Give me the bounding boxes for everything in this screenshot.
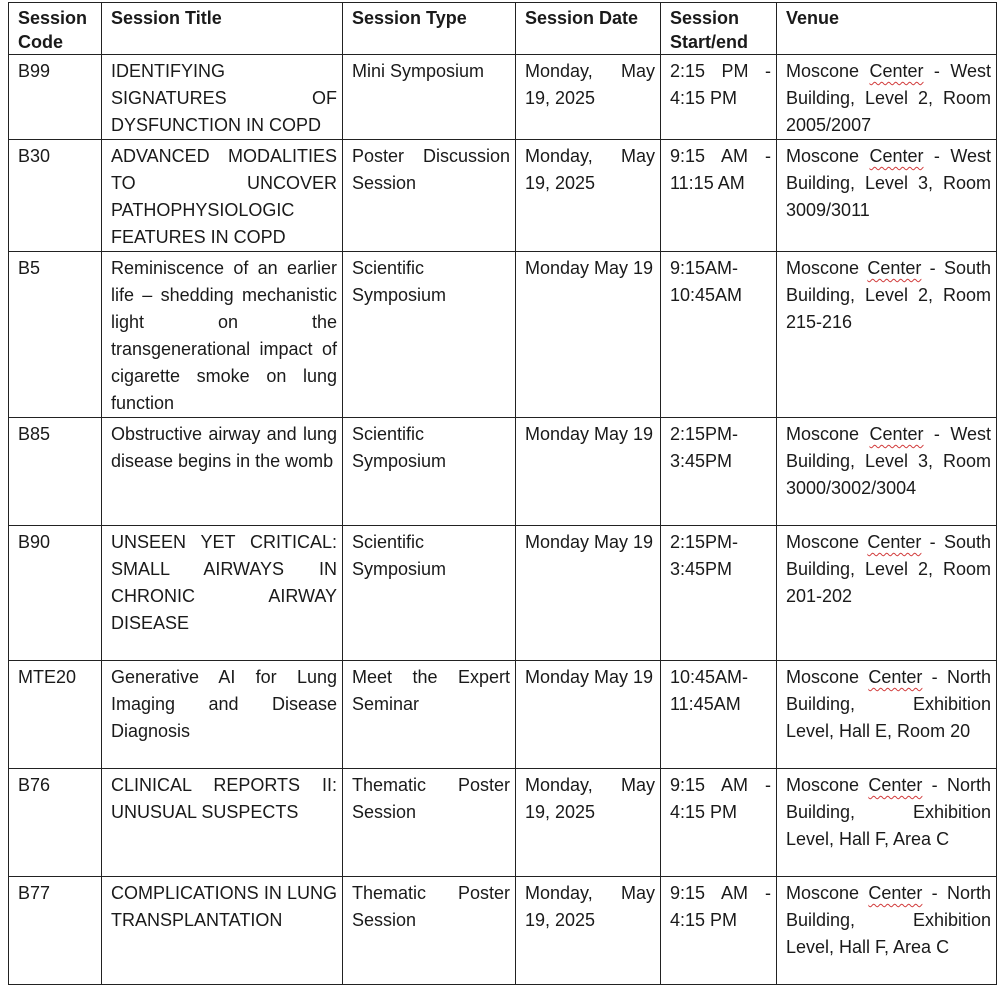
header-session-date: Session Date	[516, 3, 661, 55]
spellcheck-underline: Center	[869, 146, 924, 166]
session-title: UNSEEN YET CRITICAL: SMALL AIRWAYS IN CHRONIC AIRWAY DISEASE	[102, 526, 343, 661]
session-time: 9:15AM-10:45AM	[661, 252, 777, 418]
session-time: 2:15PM-3:45PM	[661, 418, 777, 526]
table-row	[9, 526, 997, 661]
session-date: Monday May 19	[516, 526, 661, 661]
session-venue: Moscone Center - South Building, Level 2, Room 201-202	[777, 526, 997, 661]
session-venue: Moscone Center - North Building, Exhibition Level, Hall F, Area C	[777, 769, 997, 877]
session-type: Mini Symposium	[343, 55, 516, 140]
session-code: B99	[9, 55, 102, 140]
session-code: B90	[9, 526, 102, 661]
table-row	[9, 661, 997, 769]
session-type: Meet the Expert Seminar	[343, 661, 516, 769]
session-type: Scientific Symposium	[343, 526, 516, 661]
session-date: Monday, May 19, 2025	[516, 140, 661, 252]
session-time: 9:15 AM - 11:15 AM	[661, 140, 777, 252]
table-header-row	[9, 3, 997, 55]
session-date: Monday, May 19, 2025	[516, 769, 661, 877]
session-code: B85	[9, 418, 102, 526]
spellcheck-underline: Center	[868, 667, 923, 687]
spellcheck-underline: Center	[869, 424, 924, 444]
table-row	[9, 877, 997, 985]
session-time: 10:45AM-11:45AM	[661, 661, 777, 769]
session-date: Monday, May 19, 2025	[516, 877, 661, 985]
session-type: Thematic Poster Session	[343, 877, 516, 985]
table-row	[9, 55, 997, 140]
header-venue: Venue	[777, 3, 997, 55]
session-time: 9:15 AM - 4:15 PM	[661, 769, 777, 877]
table-row	[9, 252, 997, 418]
session-title: Generative AI for Lung Imaging and Disease Diagnosis	[102, 661, 343, 769]
session-title: Obstructive airway and lung disease begins in the womb	[102, 418, 343, 526]
header-session-code: Session Code	[9, 3, 102, 55]
session-title: CLINICAL REPORTS II: UNUSUAL SUSPECTS	[102, 769, 343, 877]
session-venue: Moscone Center - South Building, Level 2, Room 215-216	[777, 252, 997, 418]
session-date: Monday, May 19, 2025	[516, 55, 661, 140]
table-row	[9, 769, 997, 877]
session-title: COMPLICATIONS IN LUNG TRANSPLANTATION	[102, 877, 343, 985]
session-time: 2:15 PM - 4:15 PM	[661, 55, 777, 140]
session-date: Monday May 19	[516, 661, 661, 769]
spellcheck-underline: Center	[867, 258, 922, 278]
session-venue: Moscone Center - West Building, Level 3, Room 3009/3011	[777, 140, 997, 252]
table-row	[9, 418, 997, 526]
header-session-title: Session Title	[102, 3, 343, 55]
session-date: Monday May 19	[516, 252, 661, 418]
session-title: Reminiscence of an earlier life – shedding mechanistic light on the transgenerational impact of cigarette smoke on lung function	[102, 252, 343, 418]
session-venue: Moscone Center - West Building, Level 3, Room 3000/3002/3004	[777, 418, 997, 526]
session-time: 9:15 AM - 4:15 PM	[661, 877, 777, 985]
table-row	[9, 140, 997, 252]
session-venue: Moscone Center - North Building, Exhibition Level, Hall E, Room 20	[777, 661, 997, 769]
session-type: Poster Discussion Session	[343, 140, 516, 252]
header-session-time: Session Start/end	[661, 3, 777, 55]
session-code: B5	[9, 252, 102, 418]
session-venue: Moscone Center - West Building, Level 2, Room 2005/2007	[777, 55, 997, 140]
session-title: ADVANCED MODALITIES TO UNCOVER PATHOPHYSIOLOGIC FEATURES IN COPD	[102, 140, 343, 252]
spellcheck-underline: Center	[868, 775, 923, 795]
sessions-table	[8, 2, 997, 985]
table-body	[9, 55, 997, 985]
session-code: B76	[9, 769, 102, 877]
session-title: IDENTIFYING SIGNATURES OF DYSFUNCTION IN COPD	[102, 55, 343, 140]
session-type: Scientific Symposium	[343, 252, 516, 418]
session-type: Scientific Symposium	[343, 418, 516, 526]
session-code: MTE20	[9, 661, 102, 769]
session-time: 2:15PM-3:45PM	[661, 526, 777, 661]
header-session-type: Session Type	[343, 3, 516, 55]
session-venue: Moscone Center - North Building, Exhibition Level, Hall F, Area C	[777, 877, 997, 985]
session-code: B30	[9, 140, 102, 252]
spellcheck-underline: Center	[868, 883, 923, 903]
spellcheck-underline: Center	[867, 532, 922, 552]
session-code: B77	[9, 877, 102, 985]
session-type: Thematic Poster Session	[343, 769, 516, 877]
session-date: Monday May 19	[516, 418, 661, 526]
spellcheck-underline: Center	[869, 61, 924, 81]
